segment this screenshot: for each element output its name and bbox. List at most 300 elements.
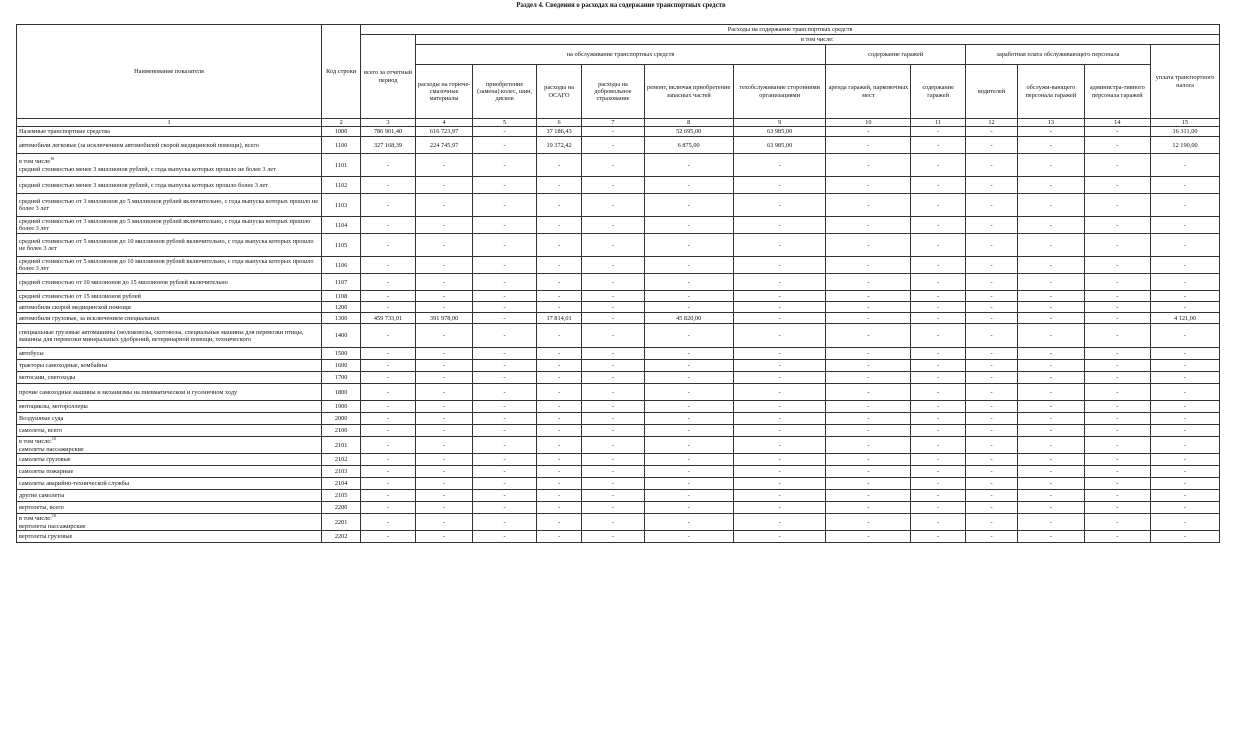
value-cell: - [415,194,473,217]
value-cell: - [911,234,965,257]
column-number: 10 [826,119,911,127]
value-cell: - [733,194,826,217]
value-cell: - [361,502,415,514]
value-cell: - [733,257,826,274]
row-code: 2101 [322,437,361,454]
row-name [17,194,322,217]
value-cell: - [733,154,826,177]
value-cell: - [911,401,965,413]
value-cell: - [733,401,826,413]
value-cell: - [1084,514,1150,531]
value-cell: - [733,425,826,437]
column-number: 15 [1151,119,1220,127]
value-cell: - [1084,401,1150,413]
header-tires: приобретение (замена) колес, шин, дисков [473,65,536,119]
row-code: 1900 [322,401,361,413]
value-cell: - [965,313,1017,324]
value-cell: - [733,274,826,291]
value-cell: - [644,454,733,466]
value-cell: 224 745,97 [415,137,473,154]
value-cell: - [733,502,826,514]
value-cell: - [644,234,733,257]
header-fuel: расходы на горюче-смазочные материалы [415,65,473,119]
value-cell: - [1084,437,1150,454]
value-cell: - [826,490,911,502]
row-label: средней стоимостью от 15 миллионов рублей [19,292,141,300]
value-cell: - [1151,372,1220,384]
value-cell: - [361,291,415,302]
value-cell: - [1084,384,1150,401]
value-cell: 16 311,00 [1151,127,1220,137]
row-label: тракторы самоходные, комбайны [19,362,108,370]
value-cell: - [826,324,911,348]
value-cell: - [361,194,415,217]
table-row [17,490,1220,502]
row-name [17,478,322,490]
value-cell: - [473,291,536,302]
row-code: 2201 [322,514,361,531]
value-cell: - [473,514,536,531]
value-cell: - [582,466,644,478]
value-cell: - [1084,257,1150,274]
value-cell: 17 814,01 [536,313,582,324]
value-cell: - [911,531,965,543]
value-cell: - [965,401,1017,413]
value-cell: - [415,437,473,454]
value-cell: - [1151,514,1220,531]
row-name [17,360,322,372]
row-label: автобусы [19,350,44,358]
value-cell: - [361,177,415,194]
header-garage-keep: содержание гаражей [911,65,965,119]
value-cell: - [582,401,644,413]
value-cell: - [911,490,965,502]
value-cell: - [644,384,733,401]
value-cell: - [965,324,1017,348]
value-cell: - [826,437,911,454]
value-cell: 616 723,97 [415,127,473,137]
value-cell: - [582,425,644,437]
value-cell: - [473,531,536,543]
value-cell: - [911,154,965,177]
value-cell: - [733,302,826,313]
value-cell: - [826,302,911,313]
value-cell: - [1018,413,1084,425]
value-cell: - [911,313,965,324]
value-cell: - [536,177,582,194]
header-repair: ремонт, включая приобретение запасных частей [644,65,733,119]
value-cell: - [1084,478,1150,490]
value-cell: - [536,514,582,531]
value-cell: - [536,401,582,413]
row-name [17,137,322,154]
row-label: прочие самоходные машины и механизмы на пневматическом и гусеничном ходу [19,388,238,396]
value-cell: - [644,154,733,177]
value-cell: - [473,360,536,372]
column-number: 12 [965,119,1017,127]
value-cell: - [733,531,826,543]
value-cell: 327 168,39 [361,137,415,154]
value-cell: - [582,502,644,514]
value-cell: - [536,324,582,348]
row-label: вертолеты, всего [19,504,64,512]
value-cell: - [965,154,1017,177]
value-cell: - [415,360,473,372]
value-cell: - [733,234,826,257]
value-cell: - [911,466,965,478]
value-cell: - [733,360,826,372]
value-cell: - [1151,401,1220,413]
table-row [17,478,1220,490]
value-cell: - [1018,437,1084,454]
row-name [17,217,322,234]
row-name [17,425,322,437]
row-code: 2102 [322,454,361,466]
table-row [17,324,1220,348]
value-cell: - [1018,291,1084,302]
value-cell: - [361,384,415,401]
value-cell: - [965,490,1017,502]
value-cell: - [1018,348,1084,360]
row-code: 1500 [322,348,361,360]
row-name [17,413,322,425]
value-cell: - [733,478,826,490]
value-cell: - [965,437,1017,454]
value-cell: - [965,127,1017,137]
table-row [17,384,1220,401]
row-code: 1108 [322,291,361,302]
row-code: 1600 [322,360,361,372]
column-number: 5 [473,119,536,127]
value-cell: 459 733,01 [361,313,415,324]
value-cell: - [473,302,536,313]
value-cell: - [536,274,582,291]
value-cell: - [826,514,911,531]
value-cell: - [826,413,911,425]
value-cell: - [1018,502,1084,514]
value-cell: - [361,466,415,478]
table-row [17,466,1220,478]
value-cell: - [473,437,536,454]
value-cell: - [1018,514,1084,531]
row-name [17,302,322,313]
row-name [17,274,322,291]
value-cell: - [826,425,911,437]
value-cell: - [1151,478,1220,490]
value-cell: - [361,425,415,437]
value-cell: - [582,177,644,194]
value-cell: - [361,154,415,177]
value-cell: - [361,274,415,291]
value-cell: - [644,478,733,490]
value-cell: - [582,302,644,313]
value-cell: - [965,413,1017,425]
value-cell: - [644,302,733,313]
value-cell: - [1151,425,1220,437]
value-cell: - [965,372,1017,384]
value-cell: - [473,154,536,177]
value-cell: - [415,401,473,413]
table-row [17,177,1220,194]
row-prefix: в том числе: [19,515,52,523]
value-cell: - [826,194,911,217]
value-cell: - [473,372,536,384]
value-cell: - [826,177,911,194]
value-cell: - [965,502,1017,514]
value-cell: - [733,384,826,401]
header-total: всего за отчетный период [361,35,415,119]
value-cell: - [733,454,826,466]
value-cell: - [1084,177,1150,194]
value-cell: - [733,324,826,348]
value-cell: - [644,413,733,425]
value-cell: - [582,313,644,324]
value-cell: - [826,466,911,478]
value-cell: - [644,372,733,384]
value-cell: - [582,490,644,502]
value-cell: - [473,454,536,466]
value-cell: - [1151,177,1220,194]
value-cell: - [644,490,733,502]
value-cell: - [536,466,582,478]
row-name [17,154,322,177]
value-cell: - [644,466,733,478]
header-drivers: водителей [965,65,1017,119]
row-label: мотосани, снегоходы [19,374,76,382]
value-cell: - [473,466,536,478]
table-row [17,401,1220,413]
table-row [17,154,1220,177]
table-row [17,257,1220,274]
value-cell: - [1084,154,1150,177]
value-cell: - [826,360,911,372]
value-cell: - [536,437,582,454]
value-cell: - [1018,478,1084,490]
column-number: 9 [733,119,826,127]
value-cell: - [1151,360,1220,372]
value-cell: - [536,234,582,257]
row-name [17,348,322,360]
value-cell: - [582,384,644,401]
value-cell: - [1151,384,1220,401]
value-cell: 786 901,40 [361,127,415,137]
value-cell: - [1084,425,1150,437]
value-cell: - [826,372,911,384]
value-cell: - [911,478,965,490]
value-cell: - [582,514,644,531]
row-name [17,454,322,466]
value-cell: - [965,137,1017,154]
column-number: 4 [415,119,473,127]
value-cell: - [1151,490,1220,502]
header-code: Код строки [322,25,361,119]
value-cell: - [582,454,644,466]
table-row [17,313,1220,324]
value-cell: - [911,360,965,372]
row-name [17,401,322,413]
value-cell: - [1151,531,1220,543]
value-cell: - [911,291,965,302]
value-cell: - [826,348,911,360]
value-cell: - [911,127,965,137]
value-cell: - [1084,313,1150,324]
value-cell: - [1084,234,1150,257]
value-cell: - [644,531,733,543]
row-prefix: в том числе [19,158,51,166]
value-cell: - [826,401,911,413]
row-code: 2100 [322,425,361,437]
value-cell: - [536,194,582,217]
value-cell: - [644,217,733,234]
table-row [17,437,1220,454]
column-number: 2 [322,119,361,127]
value-cell: - [1018,466,1084,478]
row-label: специальные грузовые автомашины (молоковозы, скотовозы, специальные машины для перевозки птицы, машины для перевозки минеральных удобрений, ветеринарной помощи, технического [19,328,304,343]
row-label: самолеты аварийно-технической службы [19,480,129,488]
value-cell: - [473,257,536,274]
row-code: 2202 [322,531,361,543]
value-cell: - [911,514,965,531]
value-cell: - [911,437,965,454]
value-cell: - [826,478,911,490]
value-cell: - [1018,490,1084,502]
header-tax: уплата транспортного налога [1151,45,1220,119]
value-cell: - [1151,257,1220,274]
row-label: автомобили легковые (за исключением автомобилей скорой медицинской помощи), всего [19,141,259,149]
value-cell: - [473,217,536,234]
value-cell: - [473,425,536,437]
table-row [17,194,1220,217]
value-cell: - [361,401,415,413]
value-cell: - [1151,154,1220,177]
row-label: средней стоимостью от 3 миллионов до 5 миллионов рублей включительно, с года выпуска которых прошло не более 3 лет [19,198,319,213]
value-cell: - [415,372,473,384]
value-cell: - [1151,502,1220,514]
value-cell: - [415,478,473,490]
value-cell: - [1018,372,1084,384]
value-cell: - [733,177,826,194]
value-cell: - [1084,502,1150,514]
row-name [17,437,322,454]
column-number: 11 [911,119,965,127]
row-code: 1104 [322,217,361,234]
value-cell: - [582,234,644,257]
value-cell: - [582,127,644,137]
value-cell: - [582,478,644,490]
value-cell: - [415,217,473,234]
row-code: 1100 [322,137,361,154]
row-name [17,466,322,478]
value-cell: - [965,234,1017,257]
value-cell: - [965,384,1017,401]
value-cell: - [911,372,965,384]
value-cell: - [911,194,965,217]
value-cell: - [644,514,733,531]
row-code: 1800 [322,384,361,401]
value-cell: - [1084,372,1150,384]
value-cell: - [1084,127,1150,137]
value-cell: - [415,177,473,194]
value-cell: - [536,502,582,514]
value-cell: 6 875,00 [644,137,733,154]
row-label: средней стоимостью от 3 миллионов до 5 миллионов рублей включительно, с года выпуска которых прошло более 3 лет [19,218,311,233]
value-cell: - [582,348,644,360]
row-label: автомобили грузовые, за исключением специальных [19,314,160,322]
header-garage-group: содержание гаражей [826,45,965,65]
value-cell: - [473,478,536,490]
value-cell: - [361,531,415,543]
row-prefix: в том числе: [19,438,52,446]
value-cell: - [644,194,733,217]
value-cell: - [1018,360,1084,372]
value-cell: - [582,257,644,274]
value-cell: - [415,348,473,360]
value-cell: - [361,454,415,466]
value-cell: - [644,324,733,348]
header-service-staff: обслужи-вающего персонала гаражей [1018,65,1084,119]
row-label: средней стоимостью от 5 миллионов до 10 миллионов рублей включительно, с года выпуска которых прошло более 3 лет [19,258,314,273]
column-number: 7 [582,119,644,127]
value-cell: - [733,372,826,384]
header-admin-staff: администра-тивного персонала гаражей [1084,65,1150,119]
value-cell: - [826,384,911,401]
row-code: 2000 [322,413,361,425]
value-cell: - [473,194,536,217]
value-cell: 45 820,00 [644,313,733,324]
value-cell: - [1151,234,1220,257]
value-cell: - [733,490,826,502]
table-row [17,514,1220,531]
value-cell: - [536,372,582,384]
value-cell: - [1018,302,1084,313]
value-cell: - [911,502,965,514]
value-cell: - [1018,154,1084,177]
row-name [17,514,322,531]
table-row [17,425,1220,437]
value-cell: - [1084,291,1150,302]
row-label: самолеты, всего [19,427,62,435]
row-label: мотоциклы, мотороллеры [19,403,88,411]
value-cell: - [361,437,415,454]
footnote-mark: 10 [51,513,56,519]
value-cell: - [582,324,644,348]
value-cell: - [415,425,473,437]
value-cell: - [1151,274,1220,291]
value-cell: - [473,401,536,413]
value-cell: - [733,413,826,425]
value-cell: - [911,302,965,313]
value-cell: - [473,348,536,360]
value-cell: 4 121,00 [1151,313,1220,324]
value-cell: - [536,425,582,437]
value-cell: - [361,324,415,348]
row-code: 1700 [322,372,361,384]
value-cell: 12 190,00 [1151,137,1220,154]
value-cell: - [965,217,1017,234]
value-cell: - [536,348,582,360]
value-cell: - [582,194,644,217]
value-cell: - [826,127,911,137]
row-label: вертолеты грузовые [19,533,73,541]
value-cell: - [415,454,473,466]
value-cell: - [473,490,536,502]
value-cell: - [536,154,582,177]
value-cell: - [361,514,415,531]
value-cell: - [965,302,1017,313]
value-cell: - [415,502,473,514]
value-cell: - [1151,217,1220,234]
header-incl: в том числе: [415,35,1219,45]
